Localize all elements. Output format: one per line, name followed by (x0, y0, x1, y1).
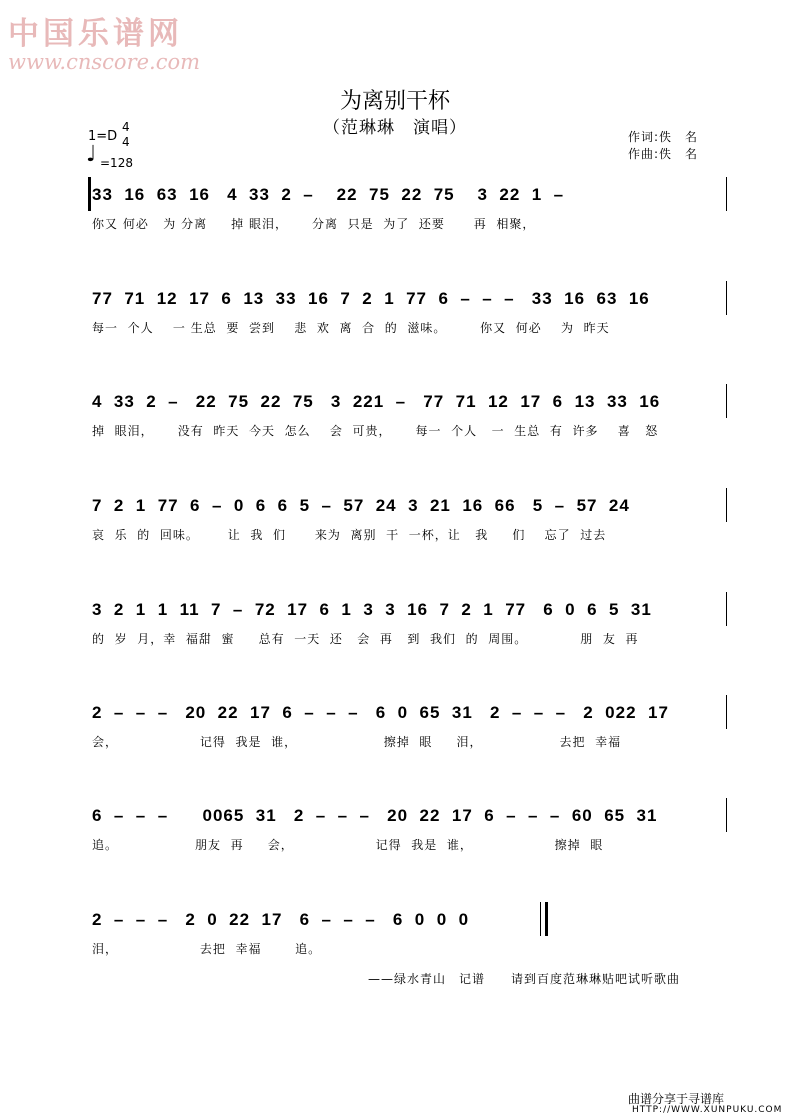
score-line-2 (0, 289, 790, 349)
score-line-4 (0, 496, 790, 556)
lyrics-line-8: 泪， 去把 幸福 追。 (92, 942, 322, 956)
watermark-logo: 中国乐谱网 (8, 16, 183, 52)
lyrics-line-1: 你又 何必 为 分离 掉 眼泪， 分离 只是 为了 还要 再 相聚， (92, 217, 536, 231)
composer-credit: 作曲:佚 名 (628, 147, 699, 161)
notation-line-6: 2 – – – 20 22 17 6 – – – 6 0 65 31 2 – – – 2 022 17 (92, 703, 669, 722)
notation-line-1: 33 16 63 16 4 33 2 – 22 75 22 75 3 22 1 – (92, 185, 565, 204)
key-signature: 1=D (88, 129, 118, 144)
notation-line-3: 4 33 2 – 22 75 22 75 3 221 – 77 71 12 17 6 13 33 16 (92, 392, 661, 411)
lyrics-line-4: 哀 乐 的 回味。 让 我 们 来为 离别 干 一杯，让 我 们 忘了 过去 (92, 528, 607, 542)
song-title: 为离别干杯 (339, 89, 450, 114)
watermark-url: www.cnscore.com (8, 50, 201, 74)
share-url: HTTP://WWW.XUNPUKU.COM (632, 1105, 783, 1115)
lyricist-credit: 作词:佚 名 (628, 130, 699, 144)
score-line-8 (0, 910, 790, 970)
transcriber-credit: ——绿水青山 记谱 请到百度范琳琳贴吧试听歌曲 (368, 972, 681, 986)
notation-line-8: 2 – – – 2 0 22 17 6 – – – 6 0 0 0 (92, 910, 470, 929)
lyrics-line-2: 每一 个人 一 生总 要 尝到 悲 欢 离 合 的 滋味。 你又 何必 为 昨天 (92, 321, 610, 335)
notation-line-5: 3 2 1 1 11 7 – 72 17 6 1 3 3 16 7 2 1 77 6 0 6 5 31 (92, 600, 652, 619)
time-signature-bottom: 4 (122, 135, 130, 149)
score-line-6 (0, 703, 790, 763)
lyrics-line-7: 追。 朋友 再 会， 记得 我是 谁， 擦掉 眼 (92, 838, 604, 852)
quarter-note-icon: ♩ (86, 142, 97, 167)
score-line-7 (0, 806, 790, 866)
tempo-marking: =128 (100, 156, 133, 170)
score-line-1 (0, 185, 790, 245)
time-signature (122, 120, 130, 150)
score-line-3 (0, 392, 790, 452)
notation-line-2: 77 71 12 17 6 13 33 16 7 2 1 77 6 – – – 33 16 63 16 (92, 289, 650, 308)
lyrics-line-6: 会， 记得 我是 谁， 擦掉 眼 泪， 去把 幸福 (92, 735, 622, 749)
share-notice: 曲谱分享于寻谱库 (628, 1092, 725, 1106)
lyrics-line-5: 的 岁 月，幸 福甜 蜜 总有 一天 还 会 再 到 我们 的 周围。 朋 友 再 (92, 632, 639, 646)
lyrics-line-3: 掉 眼泪， 没有 昨天 今天 怎么 会 可贵， 每一 个人 一 生总 有 许多 喜 怒 (92, 424, 659, 438)
performer-line: （范琳琳 演唱） (323, 118, 467, 138)
notation-line-7: 6 – – – 0065 31 2 – – – 20 22 17 6 – – – 60 65 31 (92, 806, 658, 825)
notation-line-4: 7 2 1 77 6 – 0 6 6 5 – 57 24 3 21 16 66 5 – 57 24 (92, 496, 630, 515)
time-signature-top: 4 (122, 120, 130, 134)
score-line-5 (0, 600, 790, 660)
